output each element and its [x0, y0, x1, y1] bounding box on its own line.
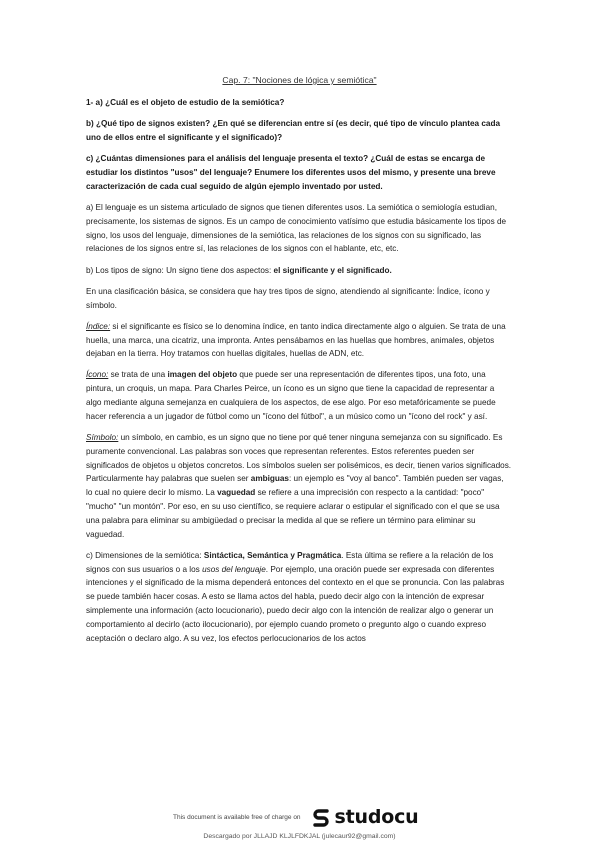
- simbolo-text-3: se refiere a una imprecisión con respecto a la cantidad: "poco" "mucho" "un montón". Por eso, en su uso científico, se requiere aclarar o estipular el significado con el que se usa una palabra para eliminar su ambigüedad o precisar la medida al que se refiere un término para eliminar su vaguedad.: [86, 488, 500, 539]
- answer-c-bold: Sintáctica, Semántica y Pragmática: [203, 550, 342, 560]
- document-body: [86, 96, 512, 653]
- answer-c-text-1: . Esta última se refiere a la relación de los signos con sus usuarios o a los: [86, 550, 494, 574]
- answer-c-italic: usos del lenguaje: [202, 564, 266, 574]
- answer-c: [86, 549, 512, 646]
- icono-text: que puede ser una representación de diferentes tipos, una foto, una pintura, un croquis, un mapa. Para Charles Peirce, un ícono es un signo que tiene la capacidad de representar a algo mediante alguna semejanza en cualquiera de los aspectos, de ese algo. Por eso metafóricamente se puede hacer referencia a un jugador de fútbol como un "ícono del fútbol", a un músico como un "ícono del rock" y así.: [86, 370, 496, 421]
- indice-text: si el significante es físico se lo denomina índice, en tanto indica directamente algo o alguien. Se trata de una huella, una marca, una cicatriz, una impronta. Antes pensábamos en las huellas que hombres, animales, objetos dejaban en la tierra. Hoy tratamos con huellas digitales, huellas de ADN, etc.: [86, 321, 506, 359]
- answer-a: a) El lenguaje es un sistema articulado de signos que tienen diferentes usos. La semiótica o semiología estudian, precisamente, los sistemas de signos. Es un campo de conocimiento vatísimo que estudia básicamente los tipos de signo, los usos del lenguaje, dimensiones de la semiótica, las relaciones de los signos con su significado, las relaciones de los signos entre sí, las relaciones de los signos con el hablante, etc, etc.: [86, 202, 507, 254]
- studocu-logo-text[interactable]: studocu: [334, 806, 419, 828]
- footer-banner: [173, 806, 419, 828]
- answer-c-text-2: . Por ejemplo, una oración puede ser expresada con diferentes intenciones y el significado de la misma dependerá entonces del contexto en el que se pronuncia. Con las palabras se puede también hacer cosas. A esto se llama actos del habla, puedo decir algo con la intención de expresar simplemente una información (acto locucionario), puedo decir algo con la intención de realizar algo o generar un comportamiento al decirlo (acto ilocucionario), por ejemplo cuando prometo o pregunto algo o cuando expreso aceptación o declaro algo. A su vez, los efectos perlocucionarios de los actos: [86, 564, 505, 643]
- icono-label: Ícono:: [86, 370, 109, 380]
- simbolo-bold-vaguedad: vaguedad: [217, 488, 256, 498]
- indice-label: Índice:: [86, 321, 111, 331]
- simbolo-text-1: un símbolo, en cambio, es un signo que no tiene por qué tener ninguna semejanza con su significado. Es puramente convencional. Las palabras son voces que representan referentes. Estos referentes pueden ser significados de objetos u objetos concretos. Los símbolos suelen ser polisémicos, es decir, tienen varios significados. Particularmente hay palabras que suelen ser: [86, 433, 512, 484]
- icono-paragraph: [86, 368, 512, 423]
- question-1a: 1- a) ¿Cuál es el objeto de estudio de la semiótica?: [86, 98, 285, 107]
- answer-c-pre: c) Dimensiones de la semiótica:: [86, 550, 204, 560]
- icono-bold: imagen del objeto: [167, 370, 238, 380]
- question-1b: b) ¿Qué tipo de signos existen? ¿En qué se diferencian entre sí (es decir, qué tipo de vínculo plantea cada uno de ellos entre el significante y el significado)?: [86, 119, 501, 142]
- chapter-title: Cap. 7: "Nociones de lógica y semiótica": [222, 75, 377, 85]
- simbolo-bold-ambiguas: ambiguas: [250, 474, 289, 484]
- footer-note: This document is available free of charge on: [173, 813, 301, 821]
- simbolo-text-2: : un ejemplo es "voy al banco". También pueden ser vagas, lo cual no quiere decir lo mismo. La: [86, 474, 504, 498]
- answer-b-bold: el significante y el significado.: [273, 265, 392, 275]
- studocu-logo-icon: [311, 807, 331, 827]
- simbolo-label: Símbolo:: [86, 433, 119, 443]
- simbolo-paragraph: [86, 431, 512, 541]
- answer-b-text: b) Los tipos de signo: Un signo tiene dos aspectos:: [86, 265, 274, 275]
- download-attribution: Descargado por JLLAJD KLJLFDKJAL (julecaur92@gmail.com): [203, 833, 396, 840]
- indice-paragraph: [86, 320, 512, 361]
- icono-pre: se trata de una: [108, 370, 168, 380]
- question-1c: c) ¿Cuántas dimensiones para el análisis del lenguaje presenta el texto? ¿Cuál de estas se encarga de estudiar los distintos "usos" del lenguaje? Enumere los diferentes usos del mismo, y presente una breve caracterización de cada cual seguido de algún ejemplo inventado por usted.: [86, 154, 496, 191]
- classification-paragraph: En una clasificación básica, se considera que hay tres tipos de signo, atendiendo al significante: Índice, ícono y símbolo.: [86, 286, 490, 310]
- answer-b: [86, 264, 512, 278]
